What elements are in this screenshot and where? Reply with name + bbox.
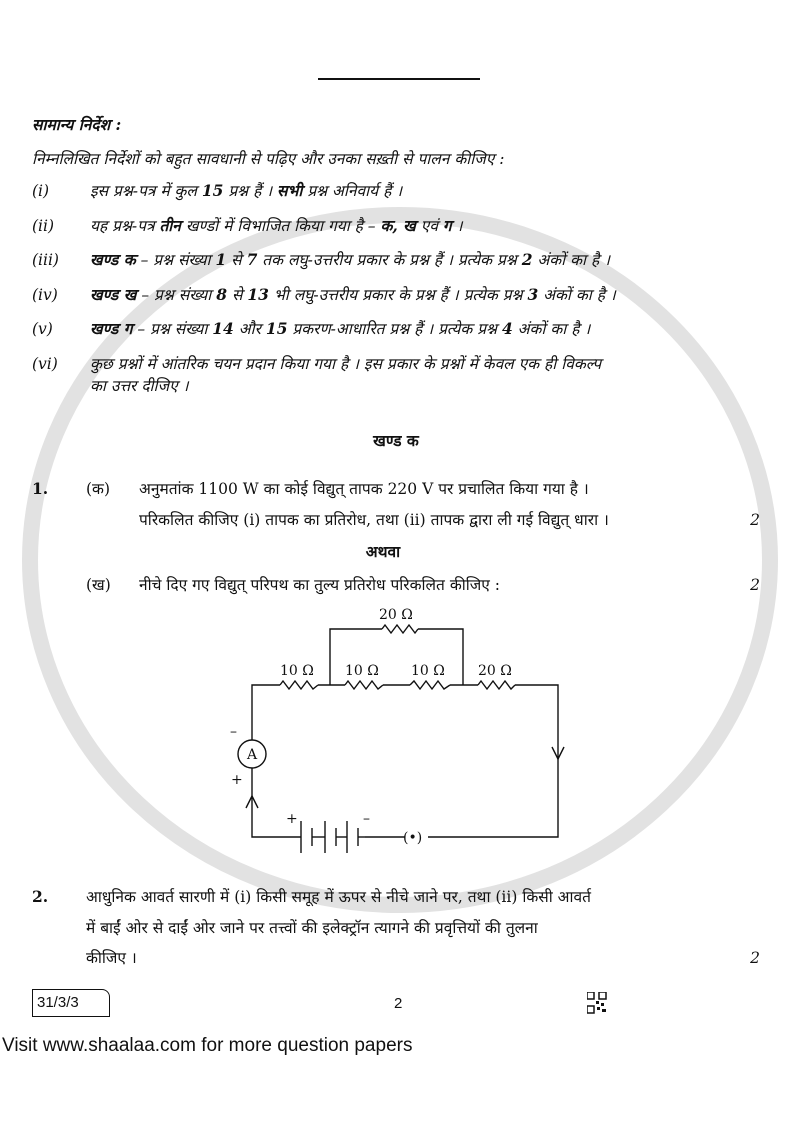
- instruction-text-part: खण्ड ख: [90, 284, 137, 304]
- instruction-number: (iii): [32, 251, 59, 270]
- instruction-text-part: तक लघु-उत्तरीय प्रकार के प्रश्न हैं । प्रत्येक प्रश्न: [257, 251, 522, 270]
- q1-a-line2: परिकलित कीजिए (i) तापक का प्रतिरोध, तथा (ii) तापक द्वारा ली गई विद्युत् धारा ।: [139, 510, 609, 529]
- or-label: अथवा: [365, 542, 401, 562]
- instruction-text-part: 14: [212, 319, 234, 339]
- instruction-text-part: सभी: [277, 181, 303, 201]
- instruction-text-part: ग: [442, 215, 452, 235]
- battery-plus: +: [286, 811, 298, 828]
- instructions-list: [32, 180, 760, 397]
- q2-marks: 2: [750, 949, 760, 967]
- ammeter-plus: +: [231, 772, 243, 789]
- label-r-top: 20 Ω: [379, 607, 413, 624]
- battery-icon: [301, 821, 365, 853]
- key-icon: (•): [403, 830, 423, 847]
- instruction-text-part: – प्रश्न संख्या: [136, 285, 217, 304]
- instruction-text-part: तीन: [159, 215, 181, 235]
- instruction-text-part: खण्डों में विभाजित किया गया है –: [180, 216, 381, 235]
- instruction-text-part: से: [226, 251, 247, 270]
- label-r1: 10 Ω: [280, 663, 314, 680]
- q1-b-marks: 2: [750, 575, 760, 594]
- visit-footer-link[interactable]: Visit www.shaalaa.com for more question papers: [2, 1035, 413, 1057]
- instruction-text-part: और: [233, 320, 266, 339]
- q2-line3: कीजिए ।: [86, 949, 137, 967]
- instruction-text-part: प्रश्न हैं ।: [223, 182, 278, 201]
- instruction-text-line: का उत्तर दीजिए ।: [90, 377, 189, 396]
- ammeter-minus: –: [230, 724, 237, 741]
- instruction-text-part: 4: [501, 319, 513, 339]
- instructions-heading: सामान्य निर्देश :: [32, 114, 122, 134]
- q1-number: 1.: [32, 479, 49, 499]
- instruction-text-part: ।: [451, 216, 463, 235]
- label-r4: 20 Ω: [478, 663, 512, 680]
- q1-b-text: नीचे दिए गए विद्युत् परिपथ का तुल्य प्रतिरोध परिकलित कीजिए :: [139, 575, 500, 594]
- instruction-text-part: – प्रश्न संख्या: [132, 320, 213, 339]
- instruction-text-part: 3: [527, 284, 539, 304]
- instruction-text-part: खण्ड क: [90, 250, 136, 270]
- instruction-text-part: अंकों का है ।: [538, 285, 616, 304]
- instruction-text-part: 15: [265, 319, 288, 339]
- q1-b-label: (ख): [86, 575, 111, 594]
- instruction-number: (v): [32, 320, 53, 339]
- q2-line2: में बाईं ओर से दाईं ओर जाने पर तत्त्वों की इलेक्ट्रॉन त्यागने की प्रवृत्तियों की तुलना: [86, 918, 538, 937]
- instruction-text-part: अंकों का है ।: [532, 251, 610, 270]
- instruction-number: (vi): [32, 354, 58, 373]
- resistor-r4: [478, 681, 515, 689]
- instruction-text-part: खण्ड ग: [90, 319, 133, 339]
- instruction-number: (i): [32, 182, 50, 201]
- q1-a-marks: 2: [750, 510, 760, 529]
- section-title: खण्ड क: [373, 430, 419, 450]
- instruction-text: [90, 215, 760, 237]
- top-rule: [318, 78, 480, 80]
- instruction-text-part: 15: [201, 181, 224, 201]
- instruction-text: [90, 180, 760, 202]
- ammeter-label: A: [247, 747, 258, 764]
- instruction-text-part: प्रकरण-आधारित प्रश्न हैं । प्रत्येक प्रश्न: [287, 320, 502, 339]
- instruction-text-part: क, ख: [380, 215, 416, 235]
- instructions-intro: निम्नलिखित निर्देशों को बहुत सावधानी से पढ़िए और उनका सख़्ती से पालन कीजिए :: [32, 149, 505, 168]
- paper-code: 31/3/3: [32, 989, 110, 1017]
- instruction-text-part: 13: [247, 284, 269, 304]
- q1-a-line1: अनुमतांक 1100 W का कोई विद्युत् तापक 220 V पर प्रचालित किया गया है ।: [139, 480, 589, 499]
- instruction-text-part: अंकों का है ।: [512, 320, 591, 339]
- instruction-text-part: प्रश्न अनिवार्य हैं ।: [302, 182, 403, 201]
- resistor-r1: [280, 681, 318, 689]
- qr-code-icon: [587, 992, 607, 1014]
- instruction-text-part: इस प्रश्न-पत्र में कुल: [90, 182, 202, 201]
- instruction-text: [90, 353, 760, 398]
- instruction-text-part: 1: [215, 250, 227, 270]
- instruction-text-part: 7: [246, 250, 258, 270]
- footer: [32, 989, 760, 1017]
- resistor-r2: [345, 681, 383, 689]
- resistor-r3: [410, 681, 450, 689]
- circuit-diagram: [0, 596, 800, 866]
- question-1: [32, 478, 760, 596]
- q2-line1: आधुनिक आवर्त सारणी में (i) किसी समूह में ऊपर से नीचे जाने पर, तथा (ii) किसी आवर्त: [86, 888, 591, 907]
- instruction-text-part: से: [227, 285, 248, 304]
- instruction-text-part: भी लघु-उत्तरीय प्रकार के प्रश्न हैं । प्रत्येक प्रश्न: [268, 285, 528, 304]
- instruction-text-part: 2: [521, 250, 533, 270]
- instruction-number: (iv): [32, 285, 58, 304]
- question-2: [32, 886, 760, 969]
- instruction-text-part: यह प्रश्न-पत्र: [90, 216, 160, 235]
- instruction-text-part: – प्रश्न संख्या: [135, 251, 216, 270]
- q2-number: 2.: [32, 887, 49, 907]
- instruction-number: (ii): [32, 216, 55, 235]
- q1-a-label: (क): [86, 480, 110, 499]
- label-r3: 10 Ω: [411, 663, 445, 680]
- instruction-text: [90, 284, 760, 306]
- instruction-text: [90, 318, 760, 340]
- instruction-text-line: कुछ प्रश्नों में आंतरिक चयन प्रदान किया गया है । इस प्रकार के प्रश्नों में केवल एक ही विकल्प: [90, 354, 602, 373]
- instruction-text-part: 8: [216, 284, 228, 304]
- instruction-text-part: एवं: [415, 216, 443, 235]
- page-number: 2: [394, 994, 403, 1012]
- resistor-top: [382, 625, 418, 633]
- instruction-text: [90, 249, 760, 271]
- battery-minus: –: [363, 811, 370, 828]
- label-r2: 10 Ω: [345, 663, 379, 680]
